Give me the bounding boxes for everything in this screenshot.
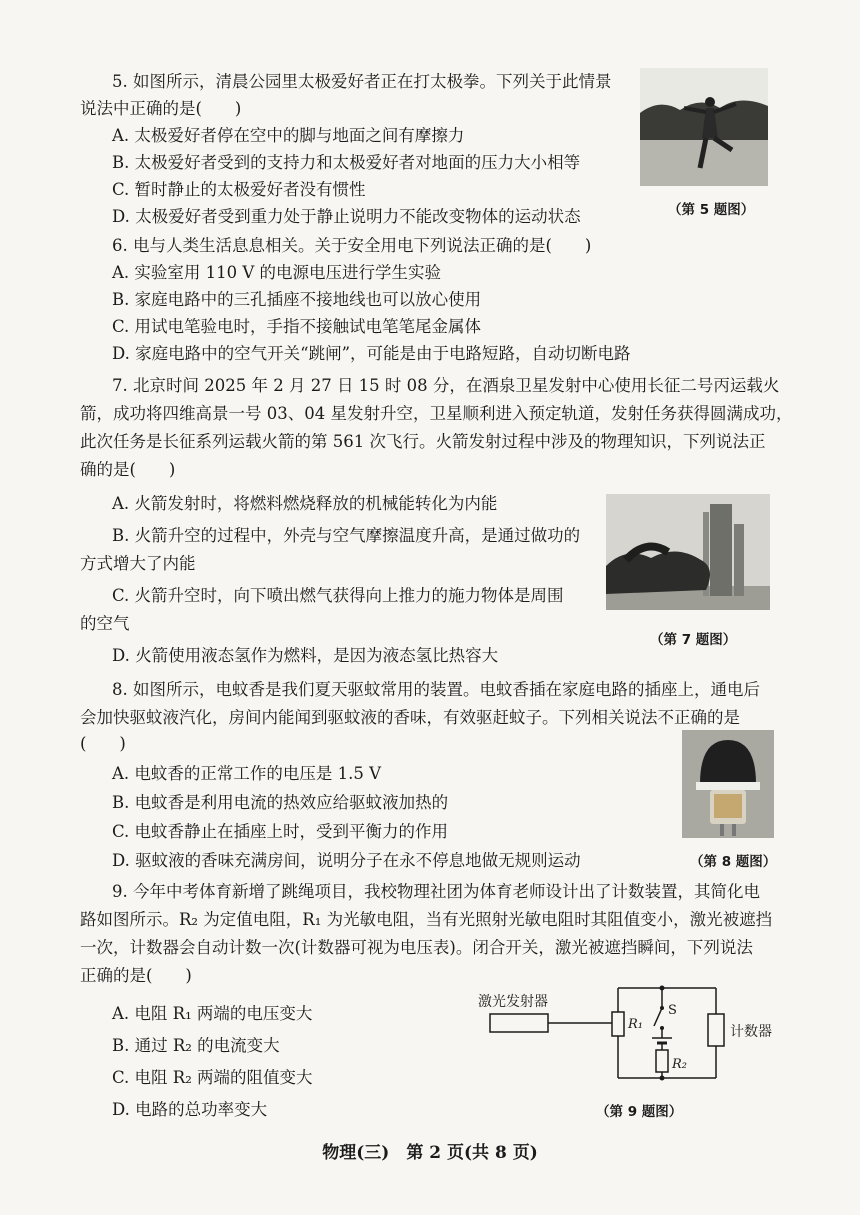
q5-stem-line1: 5. 如图所示，清晨公园里太极爱好者正在打太极拳。下列关于此情景 [112, 72, 612, 91]
laser-emitter-label: 激光发射器 [478, 994, 548, 1010]
r2-resistor [656, 1050, 668, 1072]
q7-option-c-line1: C. 火箭升空时，向下喷出燃气获得向上推力的施力物体是周围 [112, 586, 564, 605]
q7-option-a: A. 火箭发射时，将燃料燃烧释放的机械能转化为内能 [112, 494, 498, 513]
counter-box [708, 1014, 724, 1046]
q7-stem-line2: 箭，成功将四维高景一号 03、04 星发射升空，卫星顺利进入预定轨道，发射任务获得圆满成功， [80, 404, 793, 423]
q5-taichi-photo [640, 68, 768, 186]
q9-figure-caption: （第 9 题图） [596, 1104, 683, 1120]
q9-stem-line3: 一次，计数器会自动计数一次(计数器可视为电压表)。闭合开关，激光被遮挡瞬间，下列说法 [80, 938, 753, 957]
q8-option-a: A. 电蚊香的正常工作的电压是 1.5 V [112, 764, 382, 783]
q7-stem-line4: 确的是( ) [80, 460, 176, 479]
q8-stem-line3: ( ) [80, 734, 126, 753]
q8-option-c: C. 电蚊香静止在插座上时，受到平衡力的作用 [112, 822, 449, 841]
q9-stem-line2: 路如图所示。R₂ 为定值电阻，R₁ 为光敏电阻，当有光照射光敏电阻时其阻值变小，激光被遮挡 [80, 910, 773, 929]
q7-stem-line3: 此次任务是长征系列运载火箭的第 561 次飞行。火箭发射过程中涉及的物理知识，下列说法正 [80, 432, 766, 451]
switch-label: S [668, 1003, 677, 1018]
q5-option-a: A. 太极爱好者停在空中的脚与地面之间有摩擦力 [112, 126, 465, 145]
q6-option-c: C. 用试电笔验电时，手指不接触试电笔笔尾金属体 [112, 317, 482, 336]
q5-option-d: D. 太极爱好者受到重力处于静止说明力不能改变物体的运动状态 [112, 207, 581, 226]
counter-label: 计数器 [730, 1024, 772, 1040]
q5-figure-caption: （第 5 题图） [668, 202, 755, 218]
r1-resistor [612, 1012, 624, 1036]
q6-option-d: D. 家庭电路中的空气开关“跳闸”，可能是由于电路短路，自动切断电路 [112, 344, 631, 363]
q9-option-b: B. 通过 R₂ 的电流变大 [112, 1036, 280, 1055]
q5-option-c: C. 暂时静止的太极爱好者没有惯性 [112, 180, 366, 199]
q9-option-a: A. 电阻 R₁ 两端的电压变大 [112, 1004, 313, 1023]
q7-option-b-line1: B. 火箭升空的过程中，外壳与空气摩擦温度升高，是通过做功的 [112, 526, 581, 545]
q5-option-b: B. 太极爱好者受到的支持力和太极爱好者对地面的压力大小相等 [112, 153, 581, 172]
r2-label: R₂ [672, 1057, 687, 1072]
q7-option-c-line2: 的空气 [80, 614, 130, 633]
q9-stem-line4: 正确的是( ) [80, 966, 192, 985]
q8-option-d: D. 驱蚊液的香味充满房间，说明分子在永不停息地做无规则运动 [112, 851, 581, 870]
q7-stem-line1: 7. 北京时间 2025 年 2 月 27 日 15 时 08 分，在酒泉卫星发射中心使用长征二号丙运载火 [112, 376, 780, 395]
page-footer: 物理(三) 第 2 页(共 8 页) [322, 1143, 538, 1163]
q8-stem-line2: 会加快驱蚊液汽化，房间内能闻到驱蚊液的香味，有效驱赶蚊子。下列相关说法不正确的是 [80, 708, 740, 727]
q7-figure-caption: （第 7 题图） [650, 632, 737, 648]
switch-s [654, 1008, 662, 1026]
q7-option-b-line2: 方式增大了内能 [80, 554, 196, 573]
q9-option-c: C. 电阻 R₂ 两端的阻值变大 [112, 1068, 313, 1087]
q8-figure-caption: （第 8 题图） [690, 854, 777, 870]
q8-stem-line1: 8. 如图所示，电蚊香是我们夏天驱蚊常用的装置。电蚊香插在家庭电路的插座上，通电后 [112, 680, 760, 699]
q8-mosquito-repeller-photo [682, 730, 774, 838]
r1-label: R₁ [628, 1017, 643, 1032]
q6-option-a: A. 实验室用 110 V 的电源电压进行学生实验 [112, 263, 442, 282]
q5-stem-line2: 说法中正确的是( ) [80, 99, 242, 118]
q7-rocket-photo [606, 494, 770, 610]
laser-emitter-box [490, 1014, 548, 1032]
q9-option-d: D. 电路的总功率变大 [112, 1100, 268, 1119]
q9-stem-line1: 9. 今年中考体育新增了跳绳项目，我校物理社团为体育老师设计出了计数装置，其简化电 [112, 882, 760, 901]
q6-stem: 6. 电与人类生活息息相关。关于安全用电下列说法正确的是( ) [112, 236, 592, 255]
q7-option-d: D. 火箭使用液态氢作为燃料，是因为液态氢比热容大 [112, 646, 499, 665]
q9-circuit-diagram [470, 978, 790, 1088]
q6-option-b: B. 家庭电路中的三孔插座不接地线也可以放心使用 [112, 290, 482, 309]
q8-option-b: B. 电蚊香是利用电流的热效应给驱蚊液加热的 [112, 793, 449, 812]
